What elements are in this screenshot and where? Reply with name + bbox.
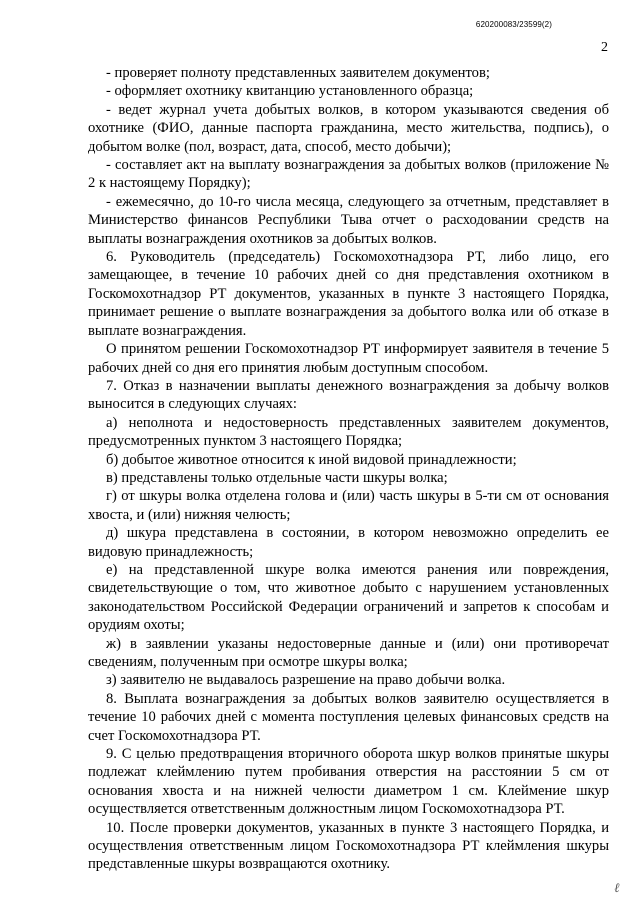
paragraph: - проверяет полноту представленных заявителем документов; [106,65,490,81]
paragraph: О принятом решении Госкомохотнадзор РТ информирует заявителя в течение 5 рабочих дней со дня его принятия любым доступным способом. [88,341,609,376]
paragraph: 8. Выплата вознаграждения за добытых волков заявителю осуществляется в течение 10 рабочих дней с момента поступления целевых финансовых средств на счет Госкомохотнадзора РТ. [88,690,609,744]
paragraph: в) представлены только отдельные части шкуры волка; [106,469,448,486]
paragraph: 7. Отказ в назначении выплаты денежного вознаграждения за добычу волков выносится в следующих случаях: [88,377,609,413]
handwritten-mark: ℓ [614,880,620,895]
paragraph: 6. Руководитель (председатель) Госкомохотнадзора РТ, либо лицо, его замещающее, в течение 10 рабочих дней со дня представления охотником в Госкомохотнадзор РТ документов, указанных в пункте 3 настоящего Порядка, принимает решение о выплате вознаграждения за добытого волка или об отказе в выплате вознаграждения. [88,249,609,339]
document-id: 620200083/23599(2) [475,20,552,29]
document-body [88,64,609,874]
paragraph: ж) в заявлении указаны недостоверные данные и (или) они противоречат сведениям, полученным при осмотре шкуры волка; [88,635,609,670]
paragraph: а) неполнота и недостоверность представленных заявителем документов, предусмотренных пунктом 3 настоящего Порядка; [88,414,609,450]
paragraph: - ведет журнал учета добытых волков, в котором указываются сведения об охотнике (ФИО, данные паспорта гражданина, место жительства, подпись), о добытом волке (пол, возраст, дата, способ, место добычи); [88,101,609,155]
paragraph: - оформляет охотнику квитанцию установленного образца; [106,83,474,100]
page-number: 2 [601,40,608,55]
paragraph: 9. С целью предотвращения вторичного оборота шкур волков принятые шкуры подлежат клеймлению путем пробивания отверстия на расстоянии 5 см от основания хвоста и на нижней челюсти диаметром 1 см. Клеймение шкур осуществляется ответственным должностным лицом Госкомохотнадзора РТ. [88,746,609,818]
paragraph: 10. После проверки документов, указанных в пункте 3 настоящего Порядка, и осуществления ответственным лицом Госкомохотнадзора РТ клеймления шкуры представленные шкуры возвращаются охотнику. [88,819,609,873]
paragraph: з) заявителю не выдавалось разрешение на право добычи волка. [106,672,506,689]
paragraph: е) на представленной шкуре волка имеются ранения или повреждения, свидетельствующие о том, что животное добыто с нарушением установленных законодательством Российской Федерации ограничений и запретов к способам и орудиям охоты; [88,561,609,634]
paragraph: - ежемесячно, до 10-го числа месяца, следующего за отчетным, представляет в Министерство финансов Республики Тыва отчет о расходовании средств на выплаты вознаграждения охотников за добытых волков. [88,193,609,247]
paragraph: г) от шкуры волка отделена голова и (или) часть шкуры в 5-ти см от основания хвоста, и (или) нижняя челюсть; [88,488,609,523]
paragraph: д) шкура представлена в состоянии, в котором невозможно определить ее видовую принадлежность; [88,525,609,560]
paragraph: - составляет акт на выплату вознаграждения за добытых волков (приложение № 2 к настоящему Порядку); [88,157,609,192]
paragraph: б) добытое животное относится к иной видовой принадлежности; [106,451,517,468]
